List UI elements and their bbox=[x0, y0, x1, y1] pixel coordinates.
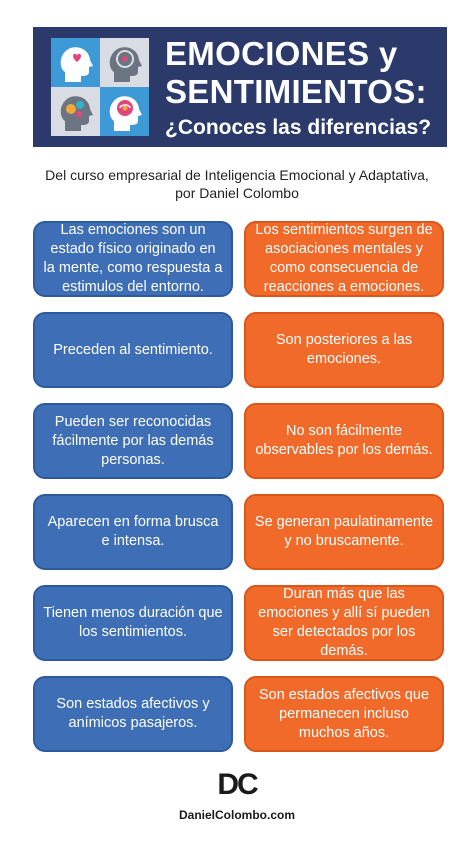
title-block bbox=[165, 35, 443, 141]
emocion-card-4: Aparecen en forma brusca e intensa. bbox=[33, 494, 233, 570]
head-gears-icon bbox=[51, 87, 100, 136]
emocion-card-1: Las emociones son un estado físico originado en la mente, como respuesta a estimulos del entorno. bbox=[33, 221, 233, 297]
site-link[interactable]: DanielColombo.com bbox=[178, 808, 295, 822]
emocion-card-3: Pueden ser reconocidas fácilmente por las demás personas. bbox=[33, 403, 233, 479]
header-banner bbox=[33, 27, 447, 147]
page-title-line-1: EMOCIONES y bbox=[165, 35, 398, 72]
head-brain-heart-icon bbox=[100, 38, 149, 87]
emocion-card-5: Tienen menos duración que los sentimientos. bbox=[33, 585, 233, 661]
dc-logo: DC bbox=[217, 768, 257, 801]
sentimiento-card-4: Se generan paulatinamente y no bruscamente. bbox=[244, 494, 444, 570]
emocion-card-6: Son estados afectivos y anímicos pasajeros. bbox=[33, 676, 233, 752]
head-heart-icon bbox=[51, 38, 100, 87]
sentimiento-card-6: Son estados afectivos que permanecen incluso muchos años. bbox=[244, 676, 444, 752]
page-subtitle: ¿Conoces las diferencias? bbox=[165, 116, 432, 139]
intro-line-2: por Daniel Colombo bbox=[175, 185, 299, 201]
sentimiento-card-2: Son posteriores a las emociones. bbox=[244, 312, 444, 388]
intro-line-1: Del curso empresarial de Inteligencia Emocional y Adaptativa, bbox=[45, 167, 429, 183]
page-title-line-2: SENTIMIENTOS: bbox=[165, 73, 427, 110]
emocion-card-2: Preceden al sentimiento. bbox=[33, 312, 233, 388]
sentimiento-card-5: Duran más que las emociones y allí sí pueden ser detectados por los demás. bbox=[244, 585, 444, 661]
head-brain-icon bbox=[100, 87, 149, 136]
icon-grid bbox=[51, 38, 149, 136]
intro-text bbox=[20, 166, 454, 202]
footer bbox=[0, 770, 474, 822]
sentimiento-card-1: Los sentimientos surgen de asociaciones mentales y como consecuencia de reacciones a emociones. bbox=[244, 221, 444, 297]
sentimiento-card-3: No son fácilmente observables por los demás. bbox=[244, 403, 444, 479]
